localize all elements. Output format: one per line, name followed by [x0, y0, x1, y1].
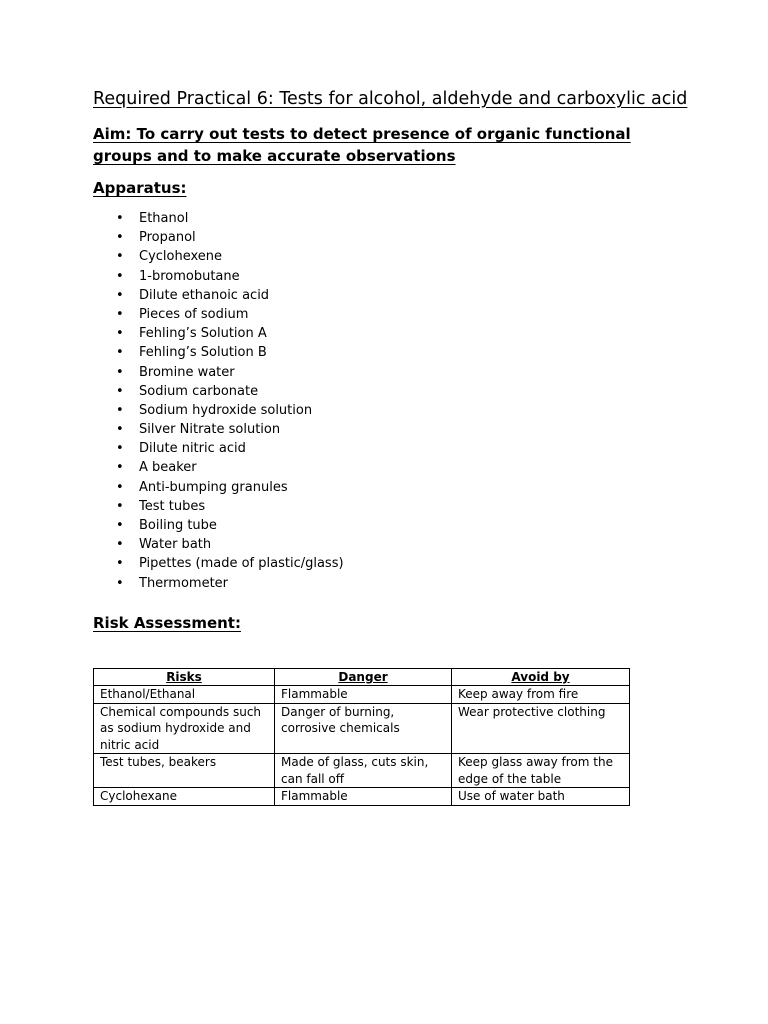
bullet-icon: • [116, 326, 124, 342]
column-header-danger: Danger [275, 669, 452, 686]
apparatus-item: • Cyclohexene [93, 247, 344, 266]
bullet-icon: • [116, 287, 124, 303]
apparatus-item: • Pipettes (made of plastic/glass) [93, 554, 344, 573]
avoid-by-cell: Keep glass away from the edge of the table [452, 754, 630, 788]
bullet-icon: • [116, 518, 124, 533]
danger-cell: Flammable [275, 788, 452, 806]
apparatus-item: • Thermometer [93, 574, 344, 593]
table-row [94, 754, 630, 788]
aim-statement: Aim: To carry out tests to detect presence of organic functional groups and to make accurate observations [93, 125, 631, 165]
table-row [94, 703, 630, 754]
bullet-icon: • [116, 479, 124, 495]
risk-cell: Cyclohexane [94, 788, 275, 806]
apparatus-item: • Silver Nitrate solution [93, 420, 344, 439]
apparatus-item: • Bromine water [93, 363, 344, 382]
apparatus-item: • Fehling’s Solution A [93, 324, 344, 343]
bullet-icon: • [116, 556, 124, 572]
risk-cell: Ethanol/Ethanal [94, 686, 275, 704]
bullet-icon: • [116, 345, 124, 361]
danger-cell: Danger of burning, corrosive chemicals [275, 703, 452, 754]
apparatus-item: • Water bath [93, 535, 344, 554]
bullet-icon: • [116, 537, 124, 553]
danger-cell: Flammable [275, 686, 452, 704]
column-header-risks: Risks [94, 669, 275, 686]
apparatus-item: • Boiling tube [93, 516, 344, 535]
apparatus-item: • Sodium carbonate [93, 382, 344, 401]
bullet-icon: • [116, 306, 124, 322]
bullet-icon: • [116, 441, 124, 457]
avoid-by-cell: Use of water bath [452, 788, 630, 806]
bullet-icon: • [116, 268, 124, 284]
apparatus-item: • Fehling’s Solution B [93, 343, 344, 362]
bullet-icon: • [116, 422, 124, 438]
apparatus-heading: Apparatus: [93, 179, 187, 197]
bullet-icon: • [116, 383, 124, 399]
column-header-avoid-by: Avoid by [452, 669, 630, 686]
danger-cell: Made of glass, cuts skin, can fall off [275, 754, 452, 788]
risk-cell: Chemical compounds such as sodium hydroxide and nitric acid [94, 703, 275, 754]
apparatus-item: • Propanol [93, 228, 344, 247]
apparatus-item: • A beaker [93, 458, 344, 477]
apparatus-item: • Sodium hydroxide solution [93, 401, 344, 420]
table-row [94, 686, 630, 704]
apparatus-item: • Anti-bumping granules [93, 478, 344, 497]
apparatus-item: • 1-bromobutane [93, 267, 344, 286]
table-row [94, 788, 630, 806]
bullet-icon: • [116, 460, 124, 476]
bullet-icon: • [116, 249, 124, 265]
bullet-icon: • [116, 575, 124, 591]
risk-cell: Test tubes, beakers [94, 754, 275, 788]
risk-assessment-table [93, 668, 630, 806]
apparatus-item: • Ethanol [93, 209, 344, 228]
apparatus-item: • Dilute nitric acid [93, 439, 344, 458]
apparatus-list [93, 209, 344, 593]
bullet-icon: • [116, 402, 124, 418]
document-title: Required Practical 6: Tests for alcohol, aldehyde and carboxylic acid [93, 89, 688, 109]
apparatus-item: • Dilute ethanoic acid [93, 286, 344, 305]
bullet-icon: • [116, 230, 124, 246]
bullet-icon: • [116, 364, 124, 380]
bullet-icon: • [116, 498, 124, 514]
avoid-by-cell: Wear protective clothing [452, 703, 630, 754]
apparatus-item: • Pieces of sodium [93, 305, 344, 324]
avoid-by-cell: Keep away from fire [452, 686, 630, 704]
risk-assessment-heading: Risk Assessment: [93, 614, 241, 632]
bullet-icon: • [116, 211, 124, 226]
apparatus-item: • Test tubes [93, 497, 344, 516]
table-header-row [94, 669, 630, 686]
